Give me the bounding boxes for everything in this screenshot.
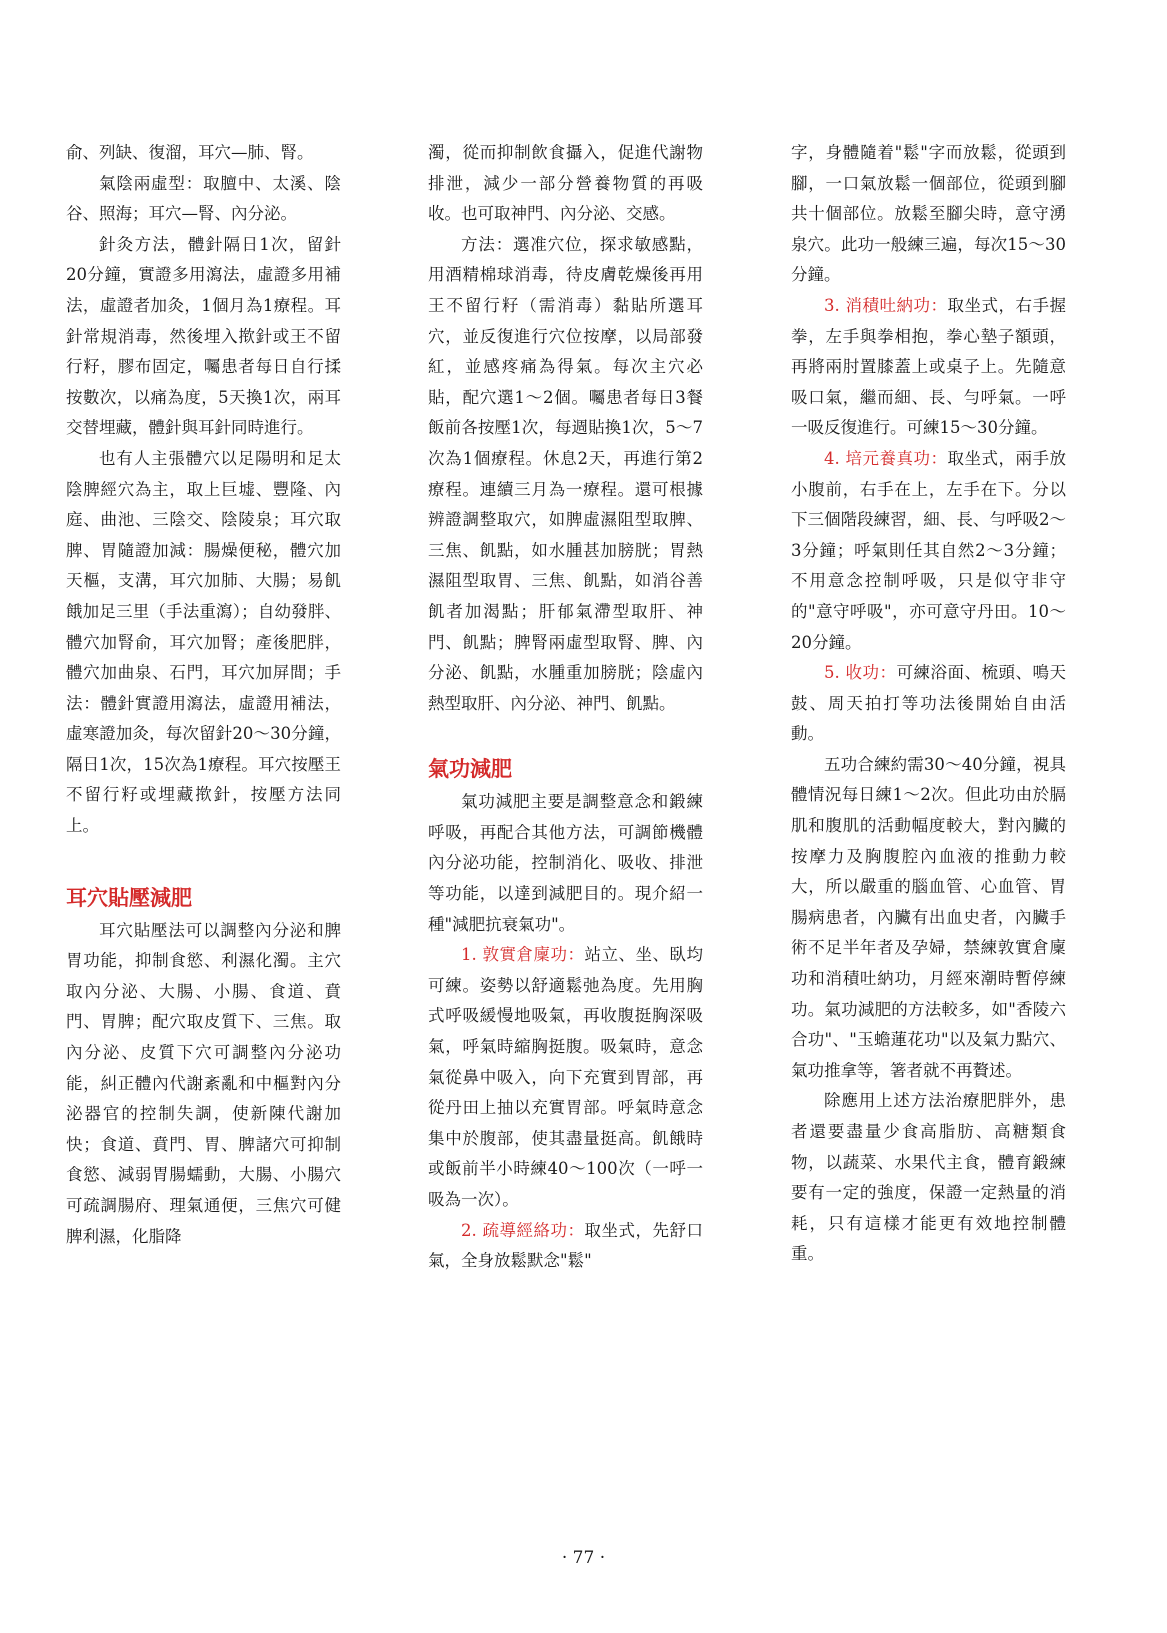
section-heading-qigong: 氣功減肥 <box>428 757 512 782</box>
item-label: 5. 收功： <box>824 663 897 683</box>
list-item <box>791 291 1066 444</box>
list-item <box>791 658 1066 750</box>
column-2 <box>428 138 703 1277</box>
item-label: 4. 培元養真功： <box>824 448 948 468</box>
paragraph: 字，身體隨着"鬆"字而放鬆，從頭到腳，一口氣放鬆一個部位，從頭到腳共十個部位。放鬆至腳尖時，意守湧泉穴。此功一般練三遍，每次15～30分鐘。 <box>791 143 1066 285</box>
paragraph: 俞、列缺、復溜，耳穴—肺、腎。 <box>66 143 314 162</box>
item-label: 3. 消積吐納功： <box>824 295 948 315</box>
page-number: · 77 · <box>561 1548 606 1568</box>
item-text: 取坐式，先舒口氣，全身放鬆默念"鬆" <box>428 1220 703 1271</box>
paragraph: 五功合練約需30～40分鐘，視具體情況每日練1～2次。但此功由於膈肌和腹肌的活動幅度較大，對內臟的按摩力及胸腹腔內血液的推動力較大，所以嚴重的腦血管、心血管、胃腸病患者，內臟有出血史者，內臟手術不足半年者及孕婦，禁練敦實倉廩功和消積吐納功，月經來潮時暫停練功。氣功減肥的方法較多，如"香陵六合功"、"玉蟾蓮花功"以及氣力點穴、氣功推拿等，箸者就不再贅述。 <box>791 754 1066 1080</box>
paragraph: 也有人主張體穴以足陽明和足太陰脾經穴為主，取上巨墟、豐隆、內庭、曲池、三陰交、陰陵泉；耳穴取脾、胃隨證加減：腸燥便秘，體穴加天樞，支溝，耳穴加肺、大腸；易飢餓加足三里（手法重瀉）；自幼發胖、體穴加腎俞，耳穴加腎；產後肥胖，體穴加曲泉、石門，耳穴加屏間；手法：體針實證用瀉法，虛證用補法，虛寒證加灸，每次留針20～30分鐘，隔日1次，15次為1療程。耳穴按壓王不留行籽或埋藏揿針，按壓方法同上。 <box>66 448 341 836</box>
item-text: 可練浴面、梳頭、鳴天鼓、周天拍打等功法後開始自由活動。 <box>791 663 1066 744</box>
paragraph: 除應用上述方法治療肥胖外，患者還要盡量少食高脂肪、高糖類食物，以蔬菜、水果代主食，體育鍛練要有一定的強度，保證一定熱量的消耗，只有這樣才能更有效地控制體重。 <box>791 1091 1066 1264</box>
column-1 <box>66 138 341 1252</box>
paragraph: 氣功減肥主要是調整意念和鍛練呼吸，再配合其他方法，可調節機體內分泌功能，控制消化、吸收、排泄等功能，以達到減肥目的。現介紹一種"減肥抗衰氣功"。 <box>428 792 703 934</box>
list-item <box>428 1216 703 1277</box>
paragraph: 針灸方法，體針隔日1次，留針20分鐘，實證多用瀉法，虛證多用補法，虛證者加灸，1個月為1療程。耳針常規消毒，然後埋入揿針或王不留行籽，膠布固定，囑患者每日自行揉按數次，以痛為度，5天換1次，兩耳交替埋藏，體針與耳針同時進行。 <box>66 234 341 438</box>
item-text: 取坐式，兩手放小腹前，右手在上，左手在下。分以下三個階段練習，細、長、勻呼吸2～3分鐘；呼氣則任其自然2～3分鐘；不用意念控制呼吸，只是似守非守的"意守呼吸"，亦可意守丹田。10～20分鐘。 <box>791 448 1066 652</box>
column-3 <box>791 138 1066 1270</box>
paragraph: 氣陰兩虛型：取膻中、太溪、陰谷、照海；耳穴—腎、內分泌。 <box>66 173 341 224</box>
paragraph: 方法：選准穴位，探求敏感點，用酒精棉球消毒，待皮膚乾燥後再用王不留行籽（需消毒）黏貼所選耳穴，並反復進行穴位按摩，以局部發紅，並感疼痛為得氣。每次主穴必貼，配穴選1～2個。囑患者每日3餐飯前各按壓1次，每週貼換1次，5～7次為1個療程。休息2天，再進行第2療程。連續三月為一療程。還可根據辨證調整取穴，如脾虛濕阻型取脾、三焦、飢點，如水腫甚加膀胱；胃熱濕阻型取胃、三焦、飢點，如消谷善飢者加渴點；肝郁氣滯型取肝、神門、飢點；脾腎兩虛型取腎、脾、內分泌、飢點，水腫重加膀胱；陰虛內熱型取肝、內分泌、神門、飢點。 <box>428 234 703 713</box>
list-item <box>791 444 1066 658</box>
section-heading-ear-acupressure: 耳穴貼壓減肥 <box>66 885 192 910</box>
item-text: 站立、坐、臥均可練。姿勢以舒適鬆弛為度。先用胸式呼吸緩慢地吸氣，再收腹挺胸深吸氣，呼氣時縮胸挺腹。吸氣時，意念氣從鼻中吸入，向下充實到胃部，再從丹田上抽以充實胃部。呼氣時意念集中於腹部，使其盡量挺高。飢餓時或飯前半小時練40～100次（一呼一吸為一次）。 <box>428 945 703 1209</box>
list-item <box>428 940 703 1215</box>
paragraph: 濁，從而抑制飲食攝入，促進代謝物排泄，減少一部分營養物質的再吸收。也可取神門、內分泌、交感。 <box>428 143 703 224</box>
item-label: 1. 敦實倉廩功： <box>461 945 585 965</box>
paragraph: 耳穴貼壓法可以調整內分泌和脾胃功能，抑制食慾、利濕化濁。主穴取內分泌、大腸、小腸、食道、賁門、胃脾；配穴取皮質下、三焦。取內分泌、皮質下穴可調整內分泌功能，糾正體內代謝紊亂和中樞對內分泌器官的控制失調，使新陳代謝加快；食道、賁門、胃、脾諸穴可抑制食慾、減弱胃腸蠕動，大腸、小腸穴可疏調腸府、理氣通便，三焦穴可健脾利濕，化脂降 <box>66 920 341 1246</box>
item-text: 取坐式，右手握拳，左手與拳相抱，拳心墊子額頭，再將兩肘置膝蓋上或桌子上。先隨意吸口氣，繼而細、長、勻呼氣。一呼一吸反復進行。可練15～30分鐘。 <box>791 295 1066 438</box>
item-label: 2. 疏導經絡功： <box>461 1220 585 1240</box>
